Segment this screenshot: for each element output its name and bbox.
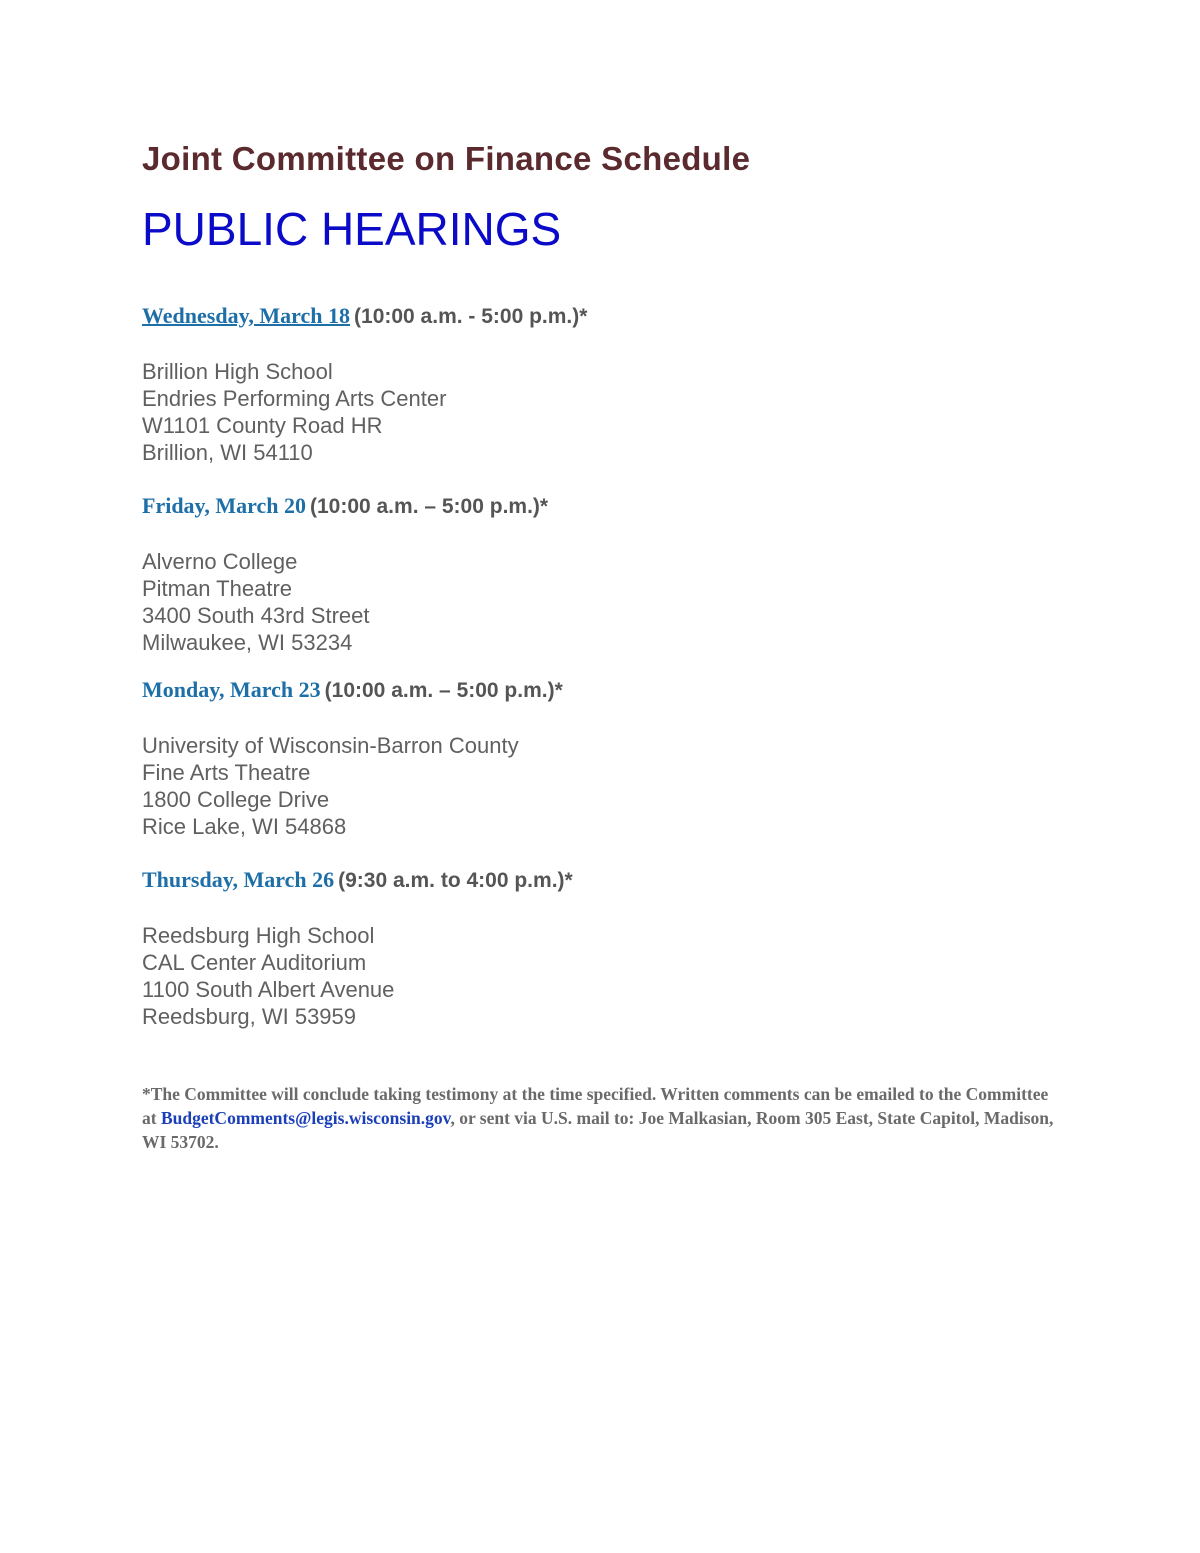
hearing-address: [142, 922, 573, 1030]
hearing-time: (10:00 a.m. - 5:00 p.m.)*: [354, 305, 588, 328]
document-title: Joint Committee on Finance Schedule: [142, 140, 751, 177]
venue-street: 3400 South 43rd Street: [142, 603, 370, 628]
hearing-date: Thursday, March 26: [142, 867, 335, 892]
hearing-time: (10:00 a.m. – 5:00 p.m.)*: [324, 679, 563, 702]
hearing-date-link[interactable]: Wednesday, March 18: [142, 303, 351, 328]
venue-street: 1800 College Drive: [142, 787, 330, 812]
venue-room: CAL Center Auditorium: [142, 950, 367, 975]
venue-room: Endries Performing Arts Center: [142, 386, 447, 411]
hearing-address: [142, 732, 563, 840]
venue-name: Brillion High School: [142, 359, 333, 384]
venue-city: Reedsburg, WI 53959: [142, 1004, 357, 1029]
venue-city: Brillion, WI 54110: [142, 440, 313, 465]
footnote: [142, 1082, 1062, 1154]
venue-room: Fine Arts Theatre: [142, 760, 311, 785]
venue-street: 1100 South Albert Avenue: [142, 977, 395, 1002]
venue-name: Alverno College: [142, 549, 298, 574]
footnote-text: , or sent via U.S. mail to: Joe Malkasian, Room 305 East, State Capitol, Madison, WI 53702.: [142, 1108, 1054, 1152]
venue-name: University of Wisconsin-Barron County: [142, 733, 519, 758]
footnote-text: *The Committee will conclude taking testimony at the time specified. Written comments can be emailed to the Committee at: [142, 1084, 1049, 1128]
hearing-entry: [142, 866, 573, 1030]
venue-city: Rice Lake, WI 54868: [142, 814, 347, 839]
hearing-time: (10:00 a.m. – 5:00 p.m.)*: [309, 495, 549, 518]
venue-street: W1101 County Road HR: [142, 413, 383, 438]
hearing-entry: [142, 302, 587, 466]
hearing-date: Friday, March 20: [142, 493, 306, 518]
venue-city: Milwaukee, WI 53234: [142, 630, 353, 655]
hearing-address: [142, 358, 587, 466]
venue-room: Pitman Theatre: [142, 576, 293, 601]
hearing-date: Monday, March 23: [142, 677, 321, 702]
email-link[interactable]: BudgetComments@legis.wisconsin.gov: [160, 1108, 451, 1128]
hearing-entry: [142, 676, 563, 840]
section-heading: PUBLIC HEARINGS: [142, 203, 562, 255]
venue-name: Reedsburg High School: [142, 923, 375, 948]
hearing-time: (9:30 a.m. to 4:00 p.m.)*: [338, 869, 573, 892]
hearing-entry: [142, 492, 548, 656]
hearing-address: [142, 548, 548, 656]
